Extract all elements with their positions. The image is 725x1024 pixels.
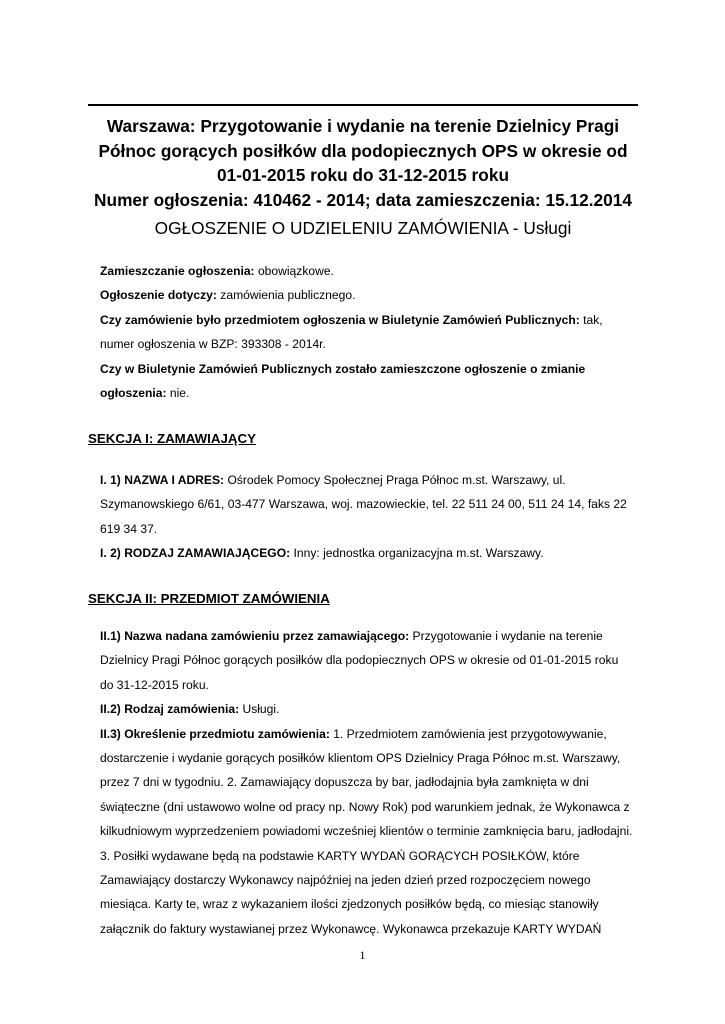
document-title bbox=[88, 114, 638, 212]
document-subtitle: OGŁOSZENIE O UDZIELENIU ZAMÓWIENIA - Usługi bbox=[154, 218, 572, 238]
section-line: miesiąca. Karty te, wraz z wykazaniem ilości zjedzonych posiłków będą, co miesiąc stanowiły bbox=[100, 897, 599, 912]
section-line: kilkudniowym wyprzedzeniem powiadomi wcześniej klientów o terminie zamknięcia baru, jadłodajni. bbox=[100, 824, 633, 839]
page-number: 1 bbox=[359, 948, 366, 962]
section-line: 3. Posiłki wydawane będą na podstawie KARTY WYDAŃ GORĄCYCH POSIŁKÓW, które bbox=[100, 848, 580, 863]
intro-line: numer ogłoszenia w BZP: 393308 - 2014r. bbox=[100, 337, 326, 352]
intro-block bbox=[100, 259, 640, 405]
section-line: Dzielnicy Pragi Północ gorących posiłków dla podopiecznych OPS w okresie od 01-01-2015 roku bbox=[100, 653, 619, 668]
section-2-heading: SEKCJA II: PRZEDMIOT ZAMÓWIENIA bbox=[88, 591, 330, 606]
section-line: Szymanowskiego 6/61, 03-477 Warszawa, woj. mazowieckie, tel. 22 511 24 00, 511 24 14, faks 22 bbox=[100, 497, 627, 512]
section-line: świąteczne (dni ustawowo wolne od pracy np. Nowy Rok) pod warunkiem jednak, że Wykonawca z bbox=[100, 799, 630, 814]
title-line: Północ gorących posiłków dla podopiecznych OPS w okresie od bbox=[98, 140, 628, 161]
section-line: II.2) Rodzaj zamówienia: Usługi. bbox=[100, 702, 280, 717]
section-line: II.1) Nazwa nadana zamówieniu przez zamawiającego: Przygotowanie i wydanie na terenie bbox=[100, 629, 603, 643]
title-line: 01-01-2015 roku do 31-12-2015 roku bbox=[216, 165, 509, 185]
intro-line: Zamieszczanie ogłoszenia: obowiązkowe. bbox=[100, 264, 334, 278]
section-1-body bbox=[100, 468, 640, 566]
top-rule bbox=[88, 104, 638, 106]
section-line: 619 34 37. bbox=[100, 521, 158, 536]
intro-line: ogłoszenia: nie. bbox=[100, 386, 190, 401]
intro-line: Czy zamówienie było przedmiotem ogłoszenia w Biuletynie Zamówień Publicznych: tak, bbox=[100, 312, 603, 327]
section-line: I. 1) NAZWA I ADRES: Ośrodek Pomocy Społecznej Praga Północ m.st. Warszawy, ul. bbox=[100, 473, 566, 487]
title-line: Warszawa: Przygotowanie i wydanie na terenie Dzielnicy Pragi bbox=[106, 116, 620, 136]
section-line: Zamawiający dostarczy Wykonawcy najpóźniej na jeden dzień przed rozpoczęciem nowego bbox=[100, 873, 591, 888]
section-line: I. 2) RODZAJ ZAMAWIAJĄCEGO: Inny: jednostka organizacyjna m.st. Warszawy. bbox=[100, 546, 544, 561]
intro-line: Ogłoszenie dotyczy: zamówienia publicznego. bbox=[100, 288, 356, 303]
section-2-body bbox=[100, 624, 640, 941]
section-line: załącznik do faktury wystawianej przez Wykonawcę. Wykonawca przekazuje KARTY WYDAŃ bbox=[100, 921, 602, 936]
section-line: do 31-12-2015 roku. bbox=[100, 677, 209, 692]
section-line: przez 7 dni w tygodniu. 2. Zamawiający dopuszcza by bar, jadłodajnia była zamknięta w dni bbox=[100, 775, 589, 790]
section-line: dostarczenie i wydanie gorących posiłków klientom OPS Dzielnicy Praga Północ m.st. Warszawy, bbox=[100, 751, 621, 766]
section-1-heading: SEKCJA I: ZAMAWIAJĄCY bbox=[88, 431, 256, 446]
intro-line: Czy w Biuletynie Zamówień Publicznych zostało zamieszczone ogłoszenie o zmianie bbox=[100, 361, 586, 376]
section-line: II.3) Określenie przedmiotu zamówienia: 1. Przedmiotem zamówienia jest przygotowywanie, bbox=[100, 726, 607, 741]
title-line: Numer ogłoszenia: 410462 - 2014; data zamieszczenia: 15.12.2014 bbox=[94, 189, 632, 210]
